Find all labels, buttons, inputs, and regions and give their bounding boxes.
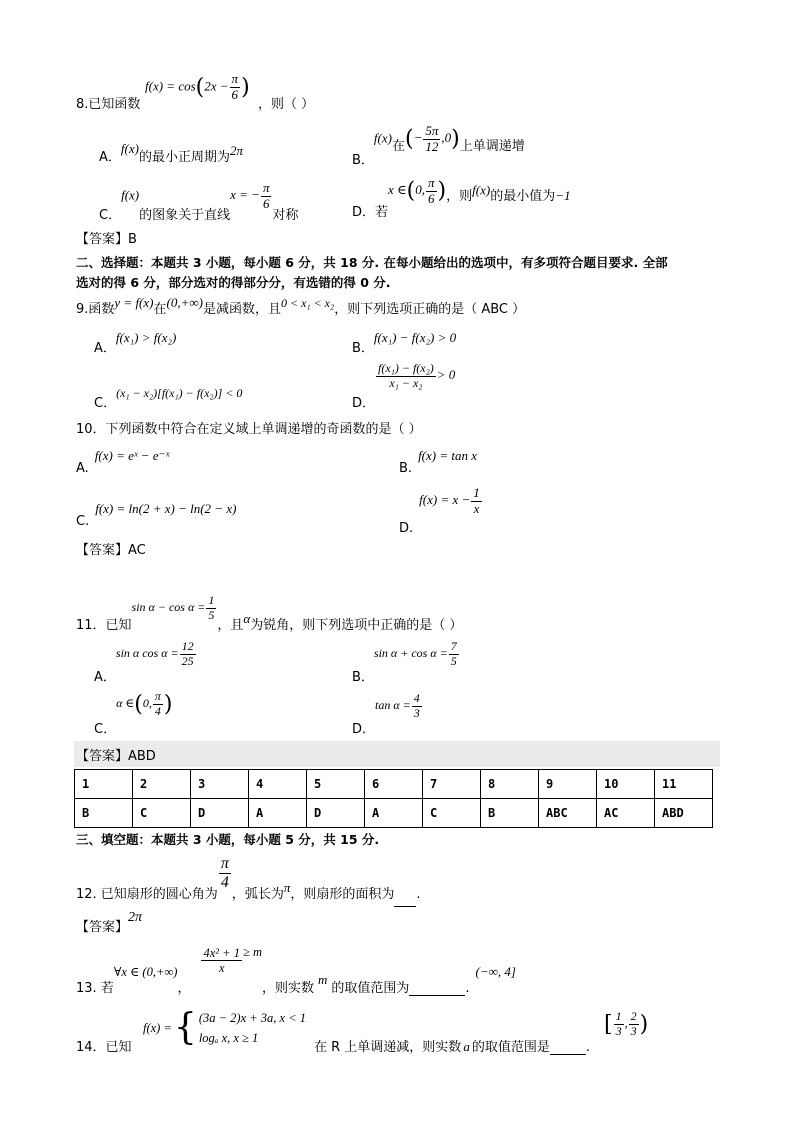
answer-table-header-cell: 11 (655, 770, 713, 799)
q10-option-c (76, 501, 237, 529)
q11-option-b-label: B． (352, 670, 374, 686)
answer-table-answer-cell: B (75, 799, 133, 828)
q9-option-d (352, 361, 456, 412)
q13-stem-prefix: 13. 若 (76, 980, 114, 996)
q9-option-a-expr: f(x₁) > f(x₂) (115, 330, 177, 345)
q9-stem (76, 295, 526, 317)
q11-option-d (352, 691, 423, 738)
q8-option-d-den: 6 (428, 190, 435, 206)
answer-table-header-row (75, 770, 713, 799)
q12-stem-text1: ，弧长为 (231, 886, 284, 902)
q9-stem-cond: 0 < x₁ < x₂ (280, 296, 335, 310)
answer-table-header-cell: 5 (307, 770, 365, 799)
q10-option-c-label: C. (76, 514, 90, 529)
q11-stem-alpha: α (243, 611, 251, 627)
q11-option-b-num: 7 (450, 639, 457, 653)
q9-stem-text1: 在 (153, 302, 167, 317)
q11-option-c-den: 4 (154, 703, 161, 718)
q12-answer-label: 【答案】 (76, 920, 129, 935)
q11-stem-text1: ，且 (217, 618, 244, 634)
q8-option-a-f: f(x) (120, 141, 139, 156)
q14-answer-blank (550, 1054, 586, 1055)
q14-answer-den2: 3 (630, 1023, 637, 1038)
q12-stem-end: . (416, 886, 421, 902)
q14-answer: [ $\frac{1}{3}$ , $\frac{2}{3}$ ) (604, 1009, 649, 1038)
q8-option-c-f: f(x) (121, 187, 140, 203)
q9-option-b-expr: f(x₁) − f(x₂) > 0 (373, 330, 457, 345)
answer-table-header-cell: 9 (539, 770, 597, 799)
q10-option-c-expr: f(x) = ln(2 + x) − ln(2 − x) (95, 501, 237, 516)
answer-table-header-cell: 7 (423, 770, 481, 799)
q14-stem-prefix: 14．已知 (76, 1040, 132, 1055)
q8-option-b-text1: 在 (391, 139, 405, 155)
q8-option-b-text2: 上单调递增 (459, 139, 525, 155)
q8-option-c-num: π (262, 180, 270, 195)
q8-option-a-text: 的最小正周期为 (138, 150, 230, 165)
q14-func-left: f(x) = (143, 1020, 172, 1035)
q14-case1: (3a − 2)x + 3a, x < 1 (198, 1011, 307, 1025)
q11-option-d-left: tan α = (375, 698, 411, 713)
q11-option-d-label: D． (352, 722, 376, 738)
section3-title: 三、填空题：本题共 3 小题，每小题 5 分，共 15 分. (76, 832, 380, 847)
q12-stem-prefix: 12. 已知扇形的圆心角为 (76, 886, 218, 902)
q8-option-c-x: x = − (230, 187, 260, 203)
q12-angle-num: π (219, 855, 231, 874)
q13-forall: ∀x ∈ (0,+∞) (113, 964, 178, 979)
q13-m: m (318, 971, 328, 987)
q14-answer-den1: 3 (615, 1023, 622, 1038)
q13-stem-end: . (465, 980, 470, 996)
q9-option-c-label: C． (94, 396, 117, 411)
q14-stem-end: . (585, 1040, 590, 1055)
q8-option-b-label: B． (352, 153, 374, 169)
q8-stem-prefix: 8.已知函数 (76, 97, 141, 112)
q8-option-b-f: f(x) (373, 130, 392, 146)
q8-answer: 【答案】B (76, 232, 137, 247)
q14-answer-sep: , (624, 1016, 628, 1031)
q9-stem-text3: ，则下列选项正确的是（ ABC ） (334, 302, 526, 317)
answer-table-answer-cell: ABC (539, 799, 597, 828)
q14-stem-rest (314, 1036, 590, 1055)
q14-piecewise (143, 1008, 306, 1048)
q8-formula-left: f(x) = cos (145, 78, 196, 94)
answer-table-answer-cell: C (423, 799, 481, 828)
q8-option-a-label: A． (99, 150, 121, 165)
answer-table-answer-cell: D (307, 799, 365, 828)
q8-option-a-value: 2π (229, 143, 243, 158)
q11-option-b-den: 5 (450, 653, 457, 668)
answer-table-answer-cell: D (191, 799, 249, 828)
q13-ineq-den: x (218, 961, 225, 976)
q10-option-b (399, 448, 478, 476)
q12-stem (76, 855, 421, 902)
q10-option-a (76, 448, 170, 476)
q11-option-a-label: A． (94, 670, 116, 686)
q12-answer (76, 910, 143, 935)
q13-stem-text1: ，则实数 (261, 980, 314, 996)
q11-option-d-num: 4 (413, 691, 420, 705)
q11-stem-text2: 为锐角，则下列选项中正确的是（ ） (250, 618, 463, 634)
q9-option-a (94, 327, 177, 356)
q8-option-a (99, 141, 243, 165)
q14-case2: logₐ x, x ≥ 1 (198, 1031, 259, 1045)
answer-highlight-bar (74, 741, 720, 767)
q8-option-d-label: D．若 (352, 205, 389, 221)
q8-option-c-den: 6 (262, 195, 270, 211)
q13-ineq-tail: ≥ m (242, 944, 262, 959)
q11-stem (76, 593, 463, 634)
answer-table-header-cell: 3 (191, 770, 249, 799)
q14-a: a (463, 1039, 470, 1054)
q10-option-d-label: D. (399, 521, 414, 537)
q10-option-b-expr: f(x) = tan x (418, 448, 478, 463)
q11-option-c-label: C． (94, 722, 117, 738)
q8-option-d-comma: ，则 (446, 189, 473, 205)
q11-option-a-den: 25 (181, 653, 194, 668)
q13-stem (76, 944, 516, 996)
q8-formula-inner: 2x − (204, 78, 229, 94)
q8-option-d-value: −1 (555, 188, 571, 204)
q11-stem-den: 5 (208, 607, 215, 622)
q8-formula: f(x) = cos(2x − $\frac{\pi}{6}$ ) (145, 71, 250, 102)
q10-stem: 10．下列函数中符合在定义域上单调递增的奇函数的是（ ） (76, 422, 422, 437)
answer-table-answer-cell: AC (597, 799, 655, 828)
q11-option-b-left: sin α + cos α = (373, 646, 448, 661)
q8-option-c-label: C． (99, 208, 122, 224)
q8-formula-num: π (231, 71, 239, 86)
q13-ineq-num: 4x² + 1 (203, 946, 240, 960)
q13-stem-text2: 的取值范围为 (331, 980, 410, 996)
q10-option-d-den: x (473, 500, 480, 516)
q11-answer: 【答案】ABD (76, 749, 156, 764)
q10-option-d (399, 485, 483, 537)
q10-answer: 【答案】AC (76, 543, 146, 558)
q9-stem-func: y = f(x) (114, 295, 154, 310)
q11-option-c-num: π (154, 689, 161, 703)
answer-table-answer-cell: ABD (655, 799, 713, 828)
answer-table-header-cell: 10 (597, 770, 655, 799)
q12-answer-value: 2π (128, 910, 143, 925)
q8-stem-suffix: ，则（ ） (258, 97, 315, 112)
q8-option-b-den: 12 (425, 138, 439, 154)
q12-answer-blank (394, 906, 416, 907)
q11-option-c-left: α ∈ (116, 696, 135, 711)
q9-option-c-expr: (x₁ − x₂)[f(x₁) − f(x₂)] < 0 (116, 386, 243, 400)
q9-option-a-label: A． (94, 341, 116, 356)
q14-answer-num1: 1 (615, 1009, 622, 1023)
q9-option-b (352, 327, 457, 356)
q11-stem-formula: sin α − cos α = (131, 600, 206, 615)
q10-option-a-label: A. (76, 461, 89, 476)
q11-option-b (352, 639, 460, 686)
q11-option-d-den: 3 (413, 705, 420, 720)
answer-table-header-cell: 1 (75, 770, 133, 799)
answer-table-answer-cell: A (365, 799, 423, 828)
section2-line1: 二、选择题：本题共 3 小题，每小题 6 分，共 18 分. 在每小题给出的选项中，有多项符合题目要求. 全部 (76, 255, 668, 270)
q8-option-c (99, 180, 299, 224)
answer-table-header-cell: 4 (249, 770, 307, 799)
q12-stem-text2: ，则扇形的面积为 (290, 886, 395, 902)
q8-option-d-text: 的最小值为 (490, 189, 556, 205)
q10-option-a-expr: f(x) = eˣ − e⁻ˣ (94, 448, 170, 463)
q11-option-a (94, 639, 197, 686)
q8-option-b: B．f(x)在(− $\frac{5\pi}{12}$ ,0)上单调递增 (352, 123, 525, 169)
q9-option-b-label: B． (352, 341, 374, 356)
q9-option-c (94, 382, 243, 411)
answer-table-header-cell: 2 (133, 770, 191, 799)
q11-stem-prefix: 11．已知 (76, 618, 132, 634)
q10-option-d-num: 1 (473, 485, 480, 500)
q8-option-b-num: 5π (425, 123, 439, 138)
q9-stem-prefix: 9.函数 (76, 302, 115, 317)
q11-option-c: C．α ∈(0, $\frac{\pi}{4}$ ) (94, 689, 173, 738)
q8-option-d: D．若x ∈(0, $\frac{\pi}{6}$ )，则f(x)的最小值为−1 (352, 175, 571, 221)
answer-table-header-cell: 6 (365, 770, 423, 799)
q9-option-d-den: x₁ − x₂ (389, 375, 423, 390)
q9-stem-text2: 是减函数，且 (202, 302, 281, 317)
q12-arc: π (283, 879, 291, 895)
answer-table-header-cell: 8 (481, 770, 539, 799)
q13-answer-blank (409, 995, 465, 996)
q8-option-c-text2: 对称 (272, 208, 299, 224)
section2-line2: 选对的得 6 分，部分选对的得部分分，有选错的得 0 分. (76, 275, 391, 290)
q11-stem-num: 1 (208, 593, 215, 607)
q9-stem-interval: (0,+∞) (166, 295, 203, 310)
q14-stem-text2: 的取值范围是 (471, 1040, 550, 1055)
q9-option-d-label: D． (352, 396, 376, 412)
q14-brace: { (173, 1007, 197, 1048)
q12-angle-den: 4 (220, 874, 229, 892)
q9-option-d-tail: > 0 (436, 367, 456, 383)
answer-table-answer-cell: A (249, 799, 307, 828)
q8-option-c-text1: 的图象关于直线 (139, 208, 231, 224)
q8-option-d-f: f(x) (472, 182, 491, 198)
q8-option-d-x: x ∈ (388, 182, 407, 198)
q14-stem-text1: 在 R 上单调递减，则实数 (314, 1040, 462, 1055)
answer-table-answer-cell: B (481, 799, 539, 828)
q10-option-b-label: B. (399, 461, 413, 476)
q11-option-a-num: 12 (181, 639, 194, 653)
q13-sep: ， (177, 980, 191, 996)
q11-option-a-left: sin α cos α = (115, 646, 179, 661)
answer-table-answer-cell: C (133, 799, 191, 828)
answer-table (74, 769, 713, 828)
q8-formula-den: 6 (231, 86, 239, 102)
q9-option-d-num: f(x₁) − f(x₂) (378, 361, 434, 375)
q8-option-d-num: π (428, 175, 435, 190)
q10-option-d-left: f(x) = x − (419, 492, 471, 508)
q14-answer-num2: 2 (630, 1009, 637, 1023)
answer-table-answer-row (75, 799, 713, 828)
q13-answer-value: (−∞, 4] (475, 963, 516, 979)
